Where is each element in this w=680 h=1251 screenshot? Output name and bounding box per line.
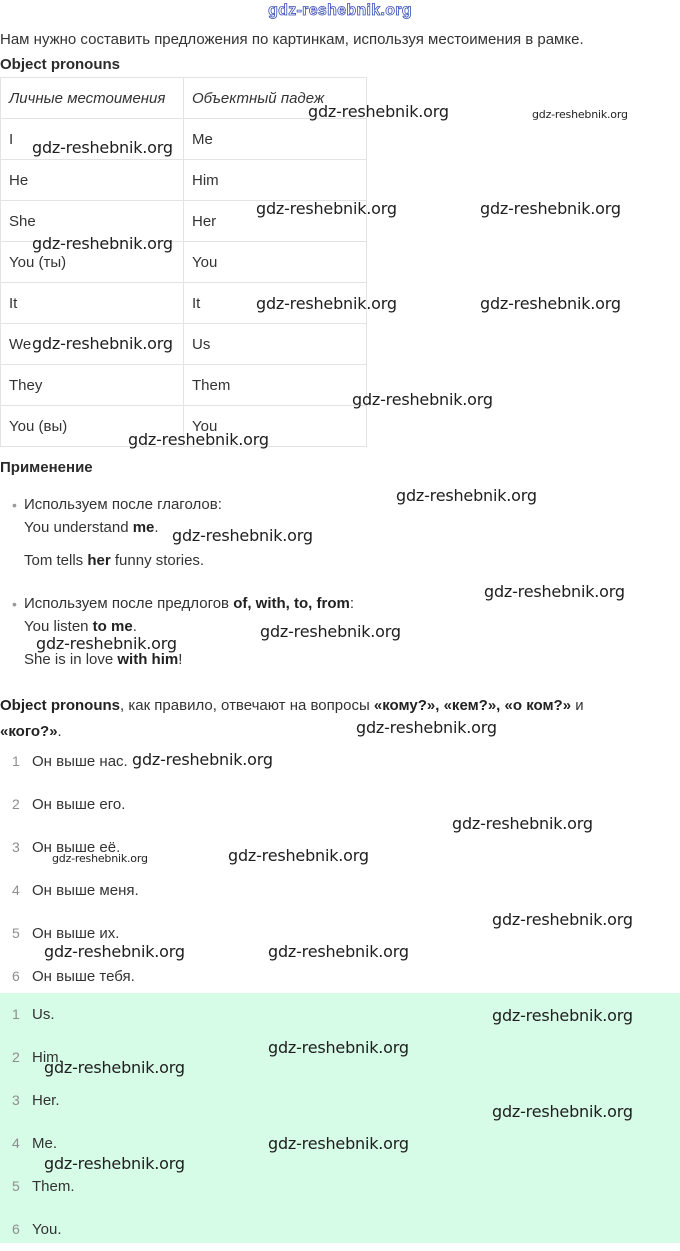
watermark: gdz-reshebnik.org	[268, 1038, 409, 1057]
bullet-icon: •	[12, 497, 17, 513]
personal-pronoun: We	[1, 324, 184, 365]
object-pronoun: Us	[184, 324, 367, 365]
usage-example: She is in love with him!	[24, 651, 183, 668]
answer-item	[0, 1208, 680, 1251]
watermark: gdz-reshebnik.org	[308, 102, 449, 121]
watermark: gdz-reshebnik.org	[128, 430, 269, 449]
personal-pronoun: You (вы)	[1, 406, 184, 447]
item-text: Он выше их.	[32, 925, 120, 942]
object-pronoun: It	[184, 283, 367, 324]
questions-note: Object pronouns, как правило, отвечают на вопросы «кому?», «кем?», «о ком?» и	[0, 697, 584, 714]
item-number: 2	[12, 796, 20, 812]
watermark: gdz-reshebnik.org	[492, 910, 633, 929]
object-pronoun: Him	[184, 160, 367, 201]
watermark: gdz-reshebnik.org	[44, 1154, 185, 1173]
watermark: gdz-reshebnik.org	[228, 846, 369, 865]
item-number: 4	[12, 882, 20, 898]
item-number: 1	[12, 1006, 20, 1022]
object-pronoun: Her	[184, 201, 367, 242]
usage-rule-verbs: Используем после глаголов:	[24, 496, 222, 513]
item-number: 2	[12, 1049, 20, 1065]
personal-pronoun: He	[1, 160, 184, 201]
item-number: 1	[12, 753, 20, 769]
item-number: 5	[12, 925, 20, 941]
object-pronoun: You	[184, 242, 367, 283]
watermark: gdz-reshebnik.org	[32, 138, 173, 157]
item-text: Он выше тебя.	[32, 968, 135, 985]
object-pronoun: Them	[184, 365, 367, 406]
watermark: gdz-reshebnik.org	[480, 199, 621, 218]
watermark: gdz-reshebnik.org	[52, 852, 148, 865]
usage-example: You understand me.	[24, 519, 159, 536]
pronouns-title: Object pronouns	[0, 56, 120, 73]
watermark: gdz-reshebnik.org	[484, 582, 625, 601]
usage-rule-prepositions: Используем после предлогов of, with, to, from:	[24, 595, 355, 612]
watermark: gdz-reshebnik.org	[492, 1006, 633, 1025]
watermark: gdz-reshebnik.org	[356, 718, 497, 737]
list-item	[0, 955, 680, 998]
questions-note-cont: «кого?».	[0, 723, 62, 740]
object-pronoun: You	[184, 406, 367, 447]
item-text: Он выше его.	[32, 796, 126, 813]
personal-pronoun: She	[1, 201, 184, 242]
watermark: gdz-reshebnik.org	[532, 108, 628, 121]
watermark: gdz-reshebnik.org	[36, 634, 177, 653]
item-text: Them.	[32, 1178, 75, 1195]
header-personal: Личные местоимения	[1, 78, 184, 119]
watermark: gdz-reshebnik.org	[172, 526, 313, 545]
header-object: Объектный падеж	[184, 78, 367, 119]
watermark: gdz-reshebnik.org	[396, 486, 537, 505]
item-number: 3	[12, 839, 20, 855]
personal-pronoun: I	[1, 119, 184, 160]
watermark: gdz-reshebnik.org	[268, 942, 409, 961]
item-text: Он выше меня.	[32, 882, 139, 899]
personal-pronoun: You (ты)	[1, 242, 184, 283]
table-row	[1, 160, 367, 201]
item-text: Her.	[32, 1092, 60, 1109]
item-text: You.	[32, 1221, 62, 1238]
item-number: 6	[12, 1221, 20, 1237]
watermark: gdz-reshebnik.org	[44, 942, 185, 961]
watermark: gdz-reshebnik.org	[480, 294, 621, 313]
item-text: Him.	[32, 1049, 63, 1066]
watermark: gdz-reshebnik.org	[492, 1102, 633, 1121]
watermark: gdz-reshebnik.org	[132, 750, 273, 769]
usage-example: You listen to me.	[24, 618, 137, 635]
item-text: Он выше нас.	[32, 753, 128, 770]
watermark: gdz-reshebnik.org	[352, 390, 493, 409]
item-number: 5	[12, 1178, 20, 1194]
item-text: Us.	[32, 1006, 55, 1023]
site-link[interactable]: gdz-reshebnik.org	[268, 2, 412, 19]
pronouns-table	[0, 77, 367, 447]
watermark: gdz-reshebnik.org	[260, 622, 401, 641]
item-number: 6	[12, 968, 20, 984]
watermark: gdz-reshebnik.org	[452, 814, 593, 833]
item-number: 4	[12, 1135, 20, 1151]
bullet-icon: •	[12, 596, 17, 612]
watermark: gdz-reshebnik.org	[32, 334, 173, 353]
watermark: gdz-reshebnik.org	[256, 294, 397, 313]
item-text: Me.	[32, 1135, 58, 1152]
watermark: gdz-reshebnik.org	[256, 199, 397, 218]
usage-title: Применение	[0, 459, 93, 476]
watermark: gdz-reshebnik.org	[44, 1058, 185, 1077]
personal-pronoun: It	[1, 283, 184, 324]
personal-pronoun: They	[1, 365, 184, 406]
list-item	[0, 740, 680, 783]
usage-example: Tom tells her funny stories.	[24, 552, 205, 569]
watermark: gdz-reshebnik.org	[268, 1134, 409, 1153]
task-intro: Нам нужно составить предложения по картинкам, используя местоимения в рамке.	[0, 31, 584, 48]
list-item	[0, 869, 680, 912]
table-row	[1, 365, 367, 406]
object-pronoun: Me	[184, 119, 367, 160]
item-number: 3	[12, 1092, 20, 1108]
watermark: gdz-reshebnik.org	[32, 234, 173, 253]
item-text: Он выше её.	[32, 839, 121, 856]
